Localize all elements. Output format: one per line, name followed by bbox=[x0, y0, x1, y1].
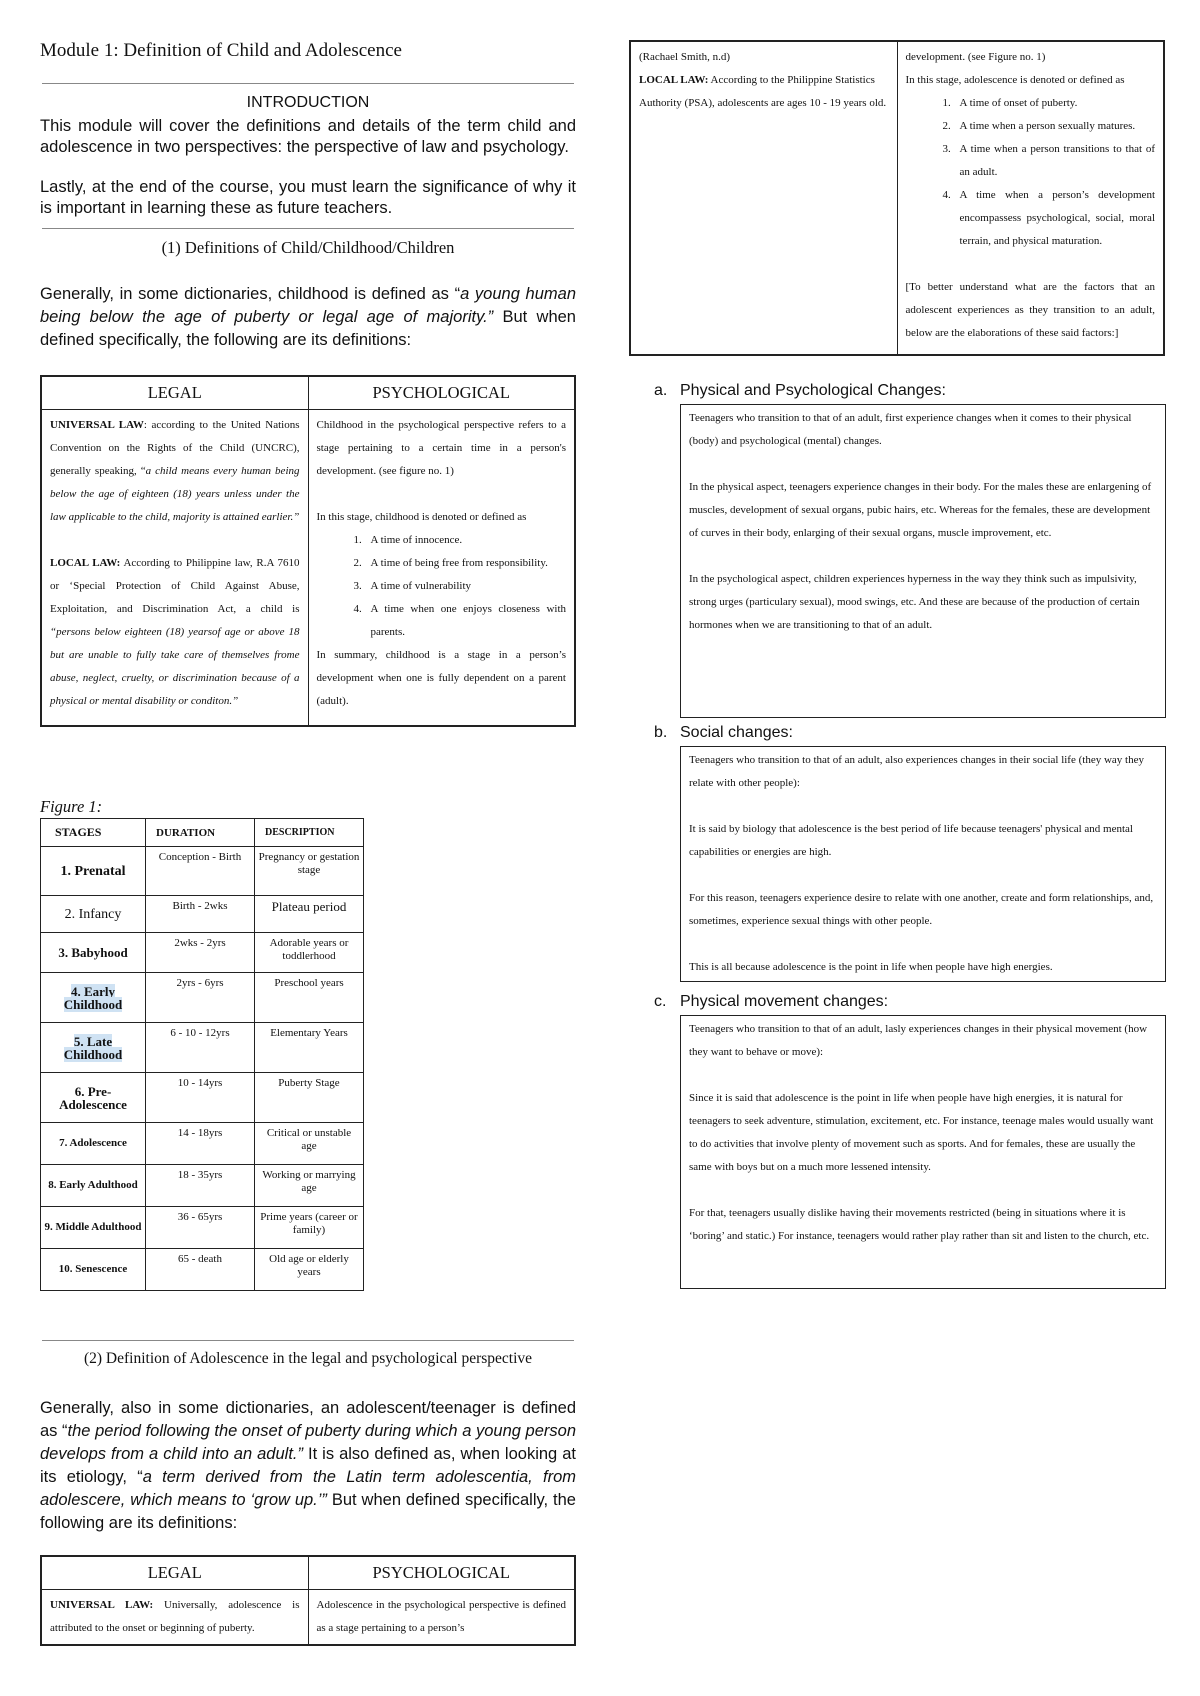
table-row bbox=[41, 1073, 364, 1123]
list-item: 3. A time of vulnerability bbox=[365, 575, 567, 598]
stages-header: STAGES bbox=[41, 819, 146, 847]
list-item: 1. A time of onset of puberty. bbox=[954, 92, 1156, 115]
intro-heading: INTRODUCTION bbox=[246, 94, 370, 111]
list-marker-c: c. bbox=[654, 993, 667, 1010]
description-cell: Preschool years bbox=[255, 973, 364, 1023]
table-row bbox=[41, 973, 364, 1023]
box-paragraph: Teenagers who transition to that of an adult, lasly experiences changes in their physical movement (how they want to behave or move): bbox=[689, 1023, 1148, 1058]
list-item: 1. A time of innocence. bbox=[365, 529, 567, 552]
psych-paragraph-3: [To better understand what are the factors that an adolescent experiences as they transition to an adult, below are the elaborations of these said factors:] bbox=[905, 281, 1155, 339]
section1-paragraph: Generally, in some dictionaries, childhood is defined as “a young human being below the age of puberty or legal age of majority.” But when defined specifically, the following are its definitions: bbox=[40, 285, 576, 349]
description-cell: Plateau period bbox=[255, 896, 364, 933]
box-paragraph: Teenagers who transition to that of an adult, also experiences changes in their social life (they way they relate with other people): bbox=[689, 754, 1144, 789]
legal-header: LEGAL bbox=[41, 376, 308, 410]
stage-cell: 3. Babyhood bbox=[41, 933, 146, 973]
description-cell: Working or marrying age bbox=[255, 1165, 364, 1207]
psych-paragraph-2: In this stage, childhood is denoted or defined as bbox=[316, 511, 527, 523]
adolescence-definition-table-continued bbox=[629, 40, 1165, 356]
duration-cell: 10 - 14yrs bbox=[146, 1073, 255, 1123]
adolescence-definition-table bbox=[40, 1555, 576, 1646]
psych-paragraph-2: In this stage, adolescence is denoted or defined as bbox=[905, 74, 1125, 86]
stage-cell: 6. Pre-Adolescence bbox=[41, 1073, 146, 1123]
table-row bbox=[41, 1207, 364, 1249]
psychological-cell bbox=[308, 410, 575, 727]
list-item: 3. A time when a person transitions to that of an adult. bbox=[954, 138, 1156, 184]
development-stages-table bbox=[40, 818, 364, 1291]
physical-psychological-title: Physical and Psychological Changes: bbox=[680, 382, 946, 399]
duration-cell: 65 - death bbox=[146, 1249, 255, 1291]
divider bbox=[42, 1340, 574, 1341]
duration-cell: 2yrs - 6yrs bbox=[146, 973, 255, 1023]
section2-heading: (2) Definition of Adolescence in the legal and psychological perspective bbox=[83, 1350, 533, 1367]
duration-header: DURATION bbox=[146, 819, 255, 847]
box-paragraph: For this reason, teenagers experience desire to relate with one another, create and form relationships, and, sometimes, experience sexual things with other people. bbox=[689, 892, 1154, 927]
psychological-cell bbox=[897, 41, 1164, 355]
stage-cell: 2. Infancy bbox=[41, 896, 146, 933]
psychological-header: PSYCHOLOGICAL bbox=[308, 1556, 575, 1590]
social-changes-title: Social changes: bbox=[680, 724, 793, 741]
social-changes-box bbox=[680, 746, 1166, 982]
description-cell: Elementary Years bbox=[255, 1023, 364, 1073]
description-header: DESCRIPTION bbox=[255, 819, 364, 847]
duration-cell: 14 - 18yrs bbox=[146, 1123, 255, 1165]
list-marker-b: b. bbox=[654, 724, 668, 741]
child-definition-table bbox=[40, 375, 576, 727]
list-marker-a: a. bbox=[654, 382, 668, 399]
description-cell: Critical or unstable age bbox=[255, 1123, 364, 1165]
duration-cell: 6 - 10 - 12yrs bbox=[146, 1023, 255, 1073]
table-row bbox=[41, 1023, 364, 1073]
box-paragraph: This is all because adolescence is the point in life when people have high energies. bbox=[689, 961, 1053, 973]
description-cell: Puberty Stage bbox=[255, 1073, 364, 1123]
legal-cell bbox=[630, 41, 897, 355]
duration-cell: Conception - Birth bbox=[146, 847, 255, 896]
physical-movement-box bbox=[680, 1015, 1166, 1289]
divider bbox=[42, 228, 574, 229]
description-cell: Pregnancy or gestation stage bbox=[255, 847, 364, 896]
intro-paragraph-1: This module will cover the definitions and details of the term child and adolescence in two perspectives: the perspective of law and psychology. bbox=[40, 117, 576, 156]
physical-movement-title: Physical movement changes: bbox=[680, 993, 889, 1010]
stage-cell: 9. Middle Adulthood bbox=[41, 1207, 146, 1249]
list-item: 2. A time of being free from responsibility. bbox=[365, 552, 567, 575]
section1-heading: (1) Definitions of Child/Childhood/Children bbox=[161, 238, 455, 257]
psych-paragraph-1: Childhood in the psychological perspective refers to a stage pertaining to a certain time in a person's development. (see figure no. 1) bbox=[316, 419, 566, 477]
citation: (Rachael Smith, n.d) bbox=[639, 51, 731, 63]
divider bbox=[42, 83, 574, 84]
stage-cell: 7. Adolescence bbox=[41, 1123, 146, 1165]
adolescence-list bbox=[906, 92, 1156, 253]
description-cell: Old age or elderly years bbox=[255, 1249, 364, 1291]
stage-cell: 5. Late Childhood bbox=[41, 1023, 146, 1073]
box-paragraph: Teenagers who transition to that of an adult, first experience changes when it comes to their physical (body) and psychological (mental) changes. bbox=[689, 412, 1132, 447]
table-row bbox=[41, 847, 364, 896]
duration-cell: 2wks - 2yrs bbox=[146, 933, 255, 973]
stage-cell: 4. Early Childhood bbox=[41, 973, 146, 1023]
legal-cell: UNIVERSAL LAW: Universally, adolescence is attributed to the onset or beginning of puberty. bbox=[41, 1590, 308, 1646]
description-cell: Adorable years or toddlerhood bbox=[255, 933, 364, 973]
box-paragraph: It is said by biology that adolescence is the best period of life because teenagers' physical and mental capabilities or energies are high. bbox=[689, 823, 1133, 858]
psych-paragraph-1: development. (see Figure no. 1) bbox=[905, 51, 1046, 63]
legal-cell bbox=[41, 410, 308, 727]
list-item: 2. A time when a person sexually matures. bbox=[954, 115, 1156, 138]
box-paragraph: Since it is said that adolescence is the point in life when people have high energies, it is natural for teenagers to seek adventure, stimulation, excitement, etc. For instance, teenage males would usually want to do activities that involve plenty of movement such as sports. And for females, these are usually the same with boys but on a much more lessened intensity. bbox=[689, 1092, 1154, 1173]
physical-psychological-box bbox=[680, 404, 1166, 718]
section2-paragraph: Generally, also in some dictionaries, an adolescent/teenager is defined as “the period following the onset of puberty during which a young person develops from a child into an adult.” It is also defined as, when looking at its etiology, “a term derived from the Latin term adolescentia, from adolescere, which means to ‘grow up.’” But when defined specifically, the following are its definitions: bbox=[40, 1399, 576, 1532]
psychological-header: PSYCHOLOGICAL bbox=[308, 376, 575, 410]
psychological-cell: Adolescence in the psychological perspective is defined as a stage pertaining to a person’s bbox=[308, 1590, 575, 1646]
legal-header: LEGAL bbox=[41, 1556, 308, 1590]
local-law-text: LOCAL LAW: According to Philippine law, R.A 7610 or ‘Special Protection of Child Against Abuse, Exploitation, and Discrimination Act, a child is “persons below eighteen (18) yearsof age or above 18 but are unable to fully take care of themselves frome abuse, neglect, cruelty, or discrimination because of a physical or mental disability or conditon.” bbox=[50, 557, 300, 707]
table-row bbox=[41, 1249, 364, 1291]
duration-cell: Birth - 2wks bbox=[146, 896, 255, 933]
box-paragraph: In the physical aspect, teenagers experience changes in their body. For the males these are enlargening of muscles, development of sexual organs, pubic hairs, etc. Whereas for the females, these are development of curves in their body, enlarging of their sexual organs, muscle improvement, etc. bbox=[689, 481, 1152, 539]
universal-law-text: UNIVERSAL LAW: according to the United Nations Convention on the Rights of the Child (UNCRC), generally speaking, “a child means every human being below the age of eighteen (18) years unless under the law applicable to the child, majority is attained earlier.” bbox=[50, 419, 300, 523]
stage-cell: 8. Early Adulthood bbox=[41, 1165, 146, 1207]
box-paragraph: For that, teenagers usually dislike having their movements restricted (being in situations where it is ‘boring’ and static.) For instance, teenagers would rather play rather than sit and listen to the church, etc. bbox=[689, 1207, 1150, 1242]
page-title: Module 1: Definition of Child and Adolescence bbox=[40, 40, 402, 61]
psych-paragraph-3: In summary, childhood is a stage in a person’s development when one is fully dependent on a parent (adult). bbox=[316, 649, 566, 707]
local-law-text: LOCAL LAW: According to the Philippine Statistics Authority (PSA), adolescents are ages 10 - 19 years old. bbox=[639, 74, 887, 109]
table-row bbox=[41, 1165, 364, 1207]
box-paragraph: In the psychological aspect, children experiences hyperness in the way they think such as impulsivity, strong urges (particulary sexual), mood swings, etc. And these are because of the production of certain hormones when we are transitioning to that of an adult. bbox=[689, 573, 1140, 631]
table-row bbox=[41, 933, 364, 973]
duration-cell: 36 - 65yrs bbox=[146, 1207, 255, 1249]
figure-caption: Figure 1: bbox=[40, 797, 103, 816]
table-row bbox=[41, 1123, 364, 1165]
duration-cell: 18 - 35yrs bbox=[146, 1165, 255, 1207]
childhood-list bbox=[317, 529, 567, 644]
list-item: 4. A time when one enjoys closeness with parents. bbox=[365, 598, 567, 644]
stage-cell: 10. Senescence bbox=[41, 1249, 146, 1291]
intro-paragraph-2: Lastly, at the end of the course, you must learn the significance of why it is important in learning these as future teachers. bbox=[40, 178, 576, 217]
list-item: 4. A time when a person’s development encompassess psychological, social, moral terrain, and physical maturation. bbox=[954, 184, 1156, 253]
description-cell: Prime years (career or family) bbox=[255, 1207, 364, 1249]
stage-cell: 1. Prenatal bbox=[41, 847, 146, 896]
table-row bbox=[41, 896, 364, 933]
